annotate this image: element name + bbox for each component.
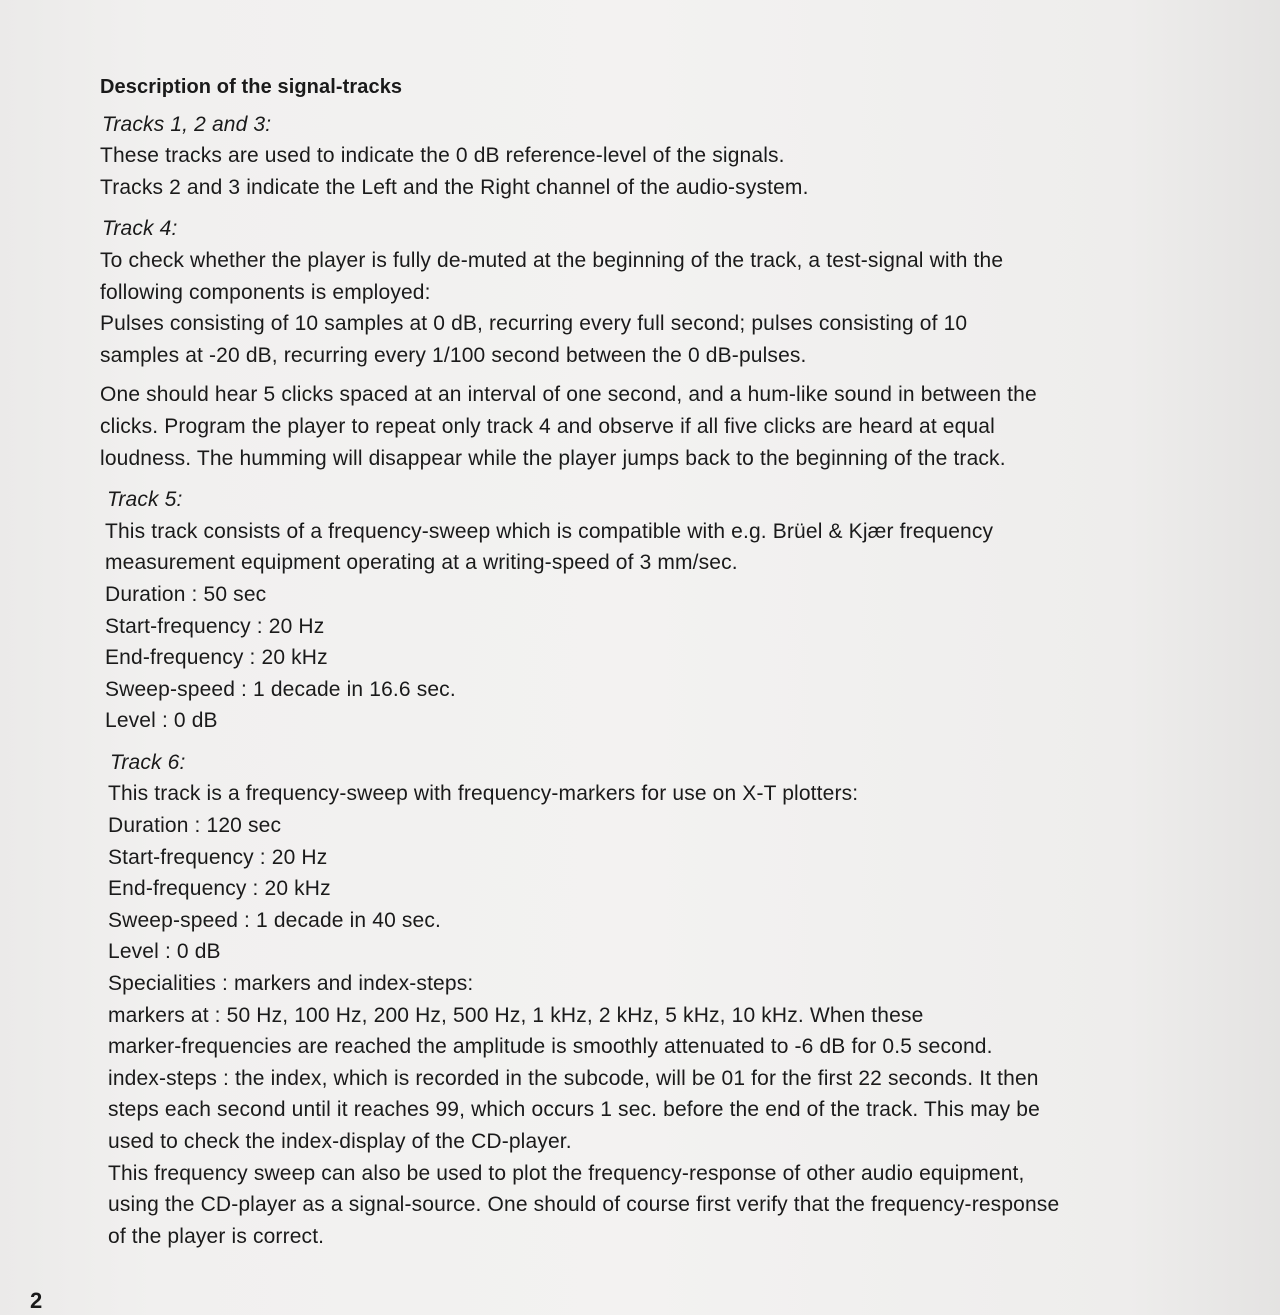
spec-line: Start-frequency : 20 Hz	[105, 614, 325, 638]
spec-line: End-frequency : 20 kHz	[105, 646, 328, 670]
section-heading: Description of the signal-tracks	[100, 76, 403, 98]
text-line: using the CD-player as a signal-source. One should of course first verify that the frequency-response	[108, 1193, 1060, 1217]
text-line: This track is a frequency-sweep with frequency-markers for use on X-T plotters:	[108, 782, 859, 806]
text-line: used to check the index-display of the CD-player.	[108, 1130, 572, 1153]
text-line: index-steps : the index, which is recorded in the subcode, will be 01 for the first 22 seconds. It then	[108, 1066, 1039, 1090]
tracks-1-2-3-section	[100, 109, 1220, 204]
text-line: samples at -20 dB, recurring every 1/100 second between the 0 dB-pulses.	[100, 343, 807, 367]
text-line: steps each second until it reaches 99, which occurs 1 sec. before the end of the track. This may be	[108, 1098, 1040, 1122]
spec-line: Specialities : markers and index-steps:	[108, 972, 474, 996]
text-line: clicks. Program the player to repeat only track 4 and observe if all five clicks are heard at equal	[100, 414, 995, 438]
spec-line: Level : 0 dB	[108, 940, 221, 964]
text-line: measurement equipment operating at a writing-speed of 3 mm/sec.	[105, 551, 738, 575]
track-4-section	[100, 213, 1220, 474]
spec-line: Level : 0 dB	[105, 709, 218, 733]
page-number: 2	[30, 1288, 43, 1313]
text-line: markers at : 50 Hz, 100 Hz, 200 Hz, 500 Hz, 1 kHz, 2 kHz, 5 kHz, 10 kHz. When these	[108, 1003, 924, 1027]
track-4-title: Track 4:	[102, 217, 178, 241]
text-line: following components is employed:	[100, 280, 431, 304]
spec-line: Sweep-speed : 1 decade in 40 sec.	[108, 908, 442, 932]
text-line: To check whether the player is fully de-muted at the beginning of the track, a test-signal with the	[100, 248, 1004, 272]
track-6-title: Track 6:	[110, 750, 186, 774]
text-line: One should hear 5 clicks spaced at an interval of one second, and a hum-like sound in between the	[100, 383, 1037, 407]
text-line: of the player is correct.	[108, 1224, 325, 1248]
text-line: loudness. The humming will disappear while the player jumps back to the beginning of the track.	[100, 446, 1006, 470]
spec-line: Duration : 120 sec	[108, 814, 282, 838]
text-line: This track consists of a frequency-sweep which is compatible with e.g. Brüel & Kjær frequency	[105, 519, 994, 543]
spec-line: Sweep-speed : 1 decade in 16.6 sec.	[105, 677, 456, 701]
spec-line: End-frequency : 20 kHz	[108, 877, 331, 901]
text-line: This frequency sweep can also be used to plot the frequency-response of other audio equipment,	[108, 1161, 1025, 1185]
spec-line: Start-frequency : 20 Hz	[108, 845, 328, 869]
track-5-title: Track 5:	[107, 488, 183, 512]
spec-line: Duration : 50 sec	[105, 582, 267, 606]
text-line: marker-frequencies are reached the amplitude is smoothly attenuated to -6 dB for 0.5 second.	[108, 1035, 993, 1059]
text-line: Tracks 2 and 3 indicate the Left and the Right channel of the audio-system.	[100, 175, 809, 199]
document-body	[100, 72, 1220, 1252]
text-line: Pulses consisting of 10 samples at 0 dB, recurring every full second; pulses consisting of 10	[100, 312, 968, 336]
track-6-section	[108, 747, 1220, 1253]
tracks-1-2-3-title: Tracks 1, 2 and 3:	[102, 112, 272, 136]
text-line: These tracks are used to indicate the 0 dB reference-level of the signals.	[100, 144, 785, 168]
track-5-section	[105, 484, 1220, 737]
